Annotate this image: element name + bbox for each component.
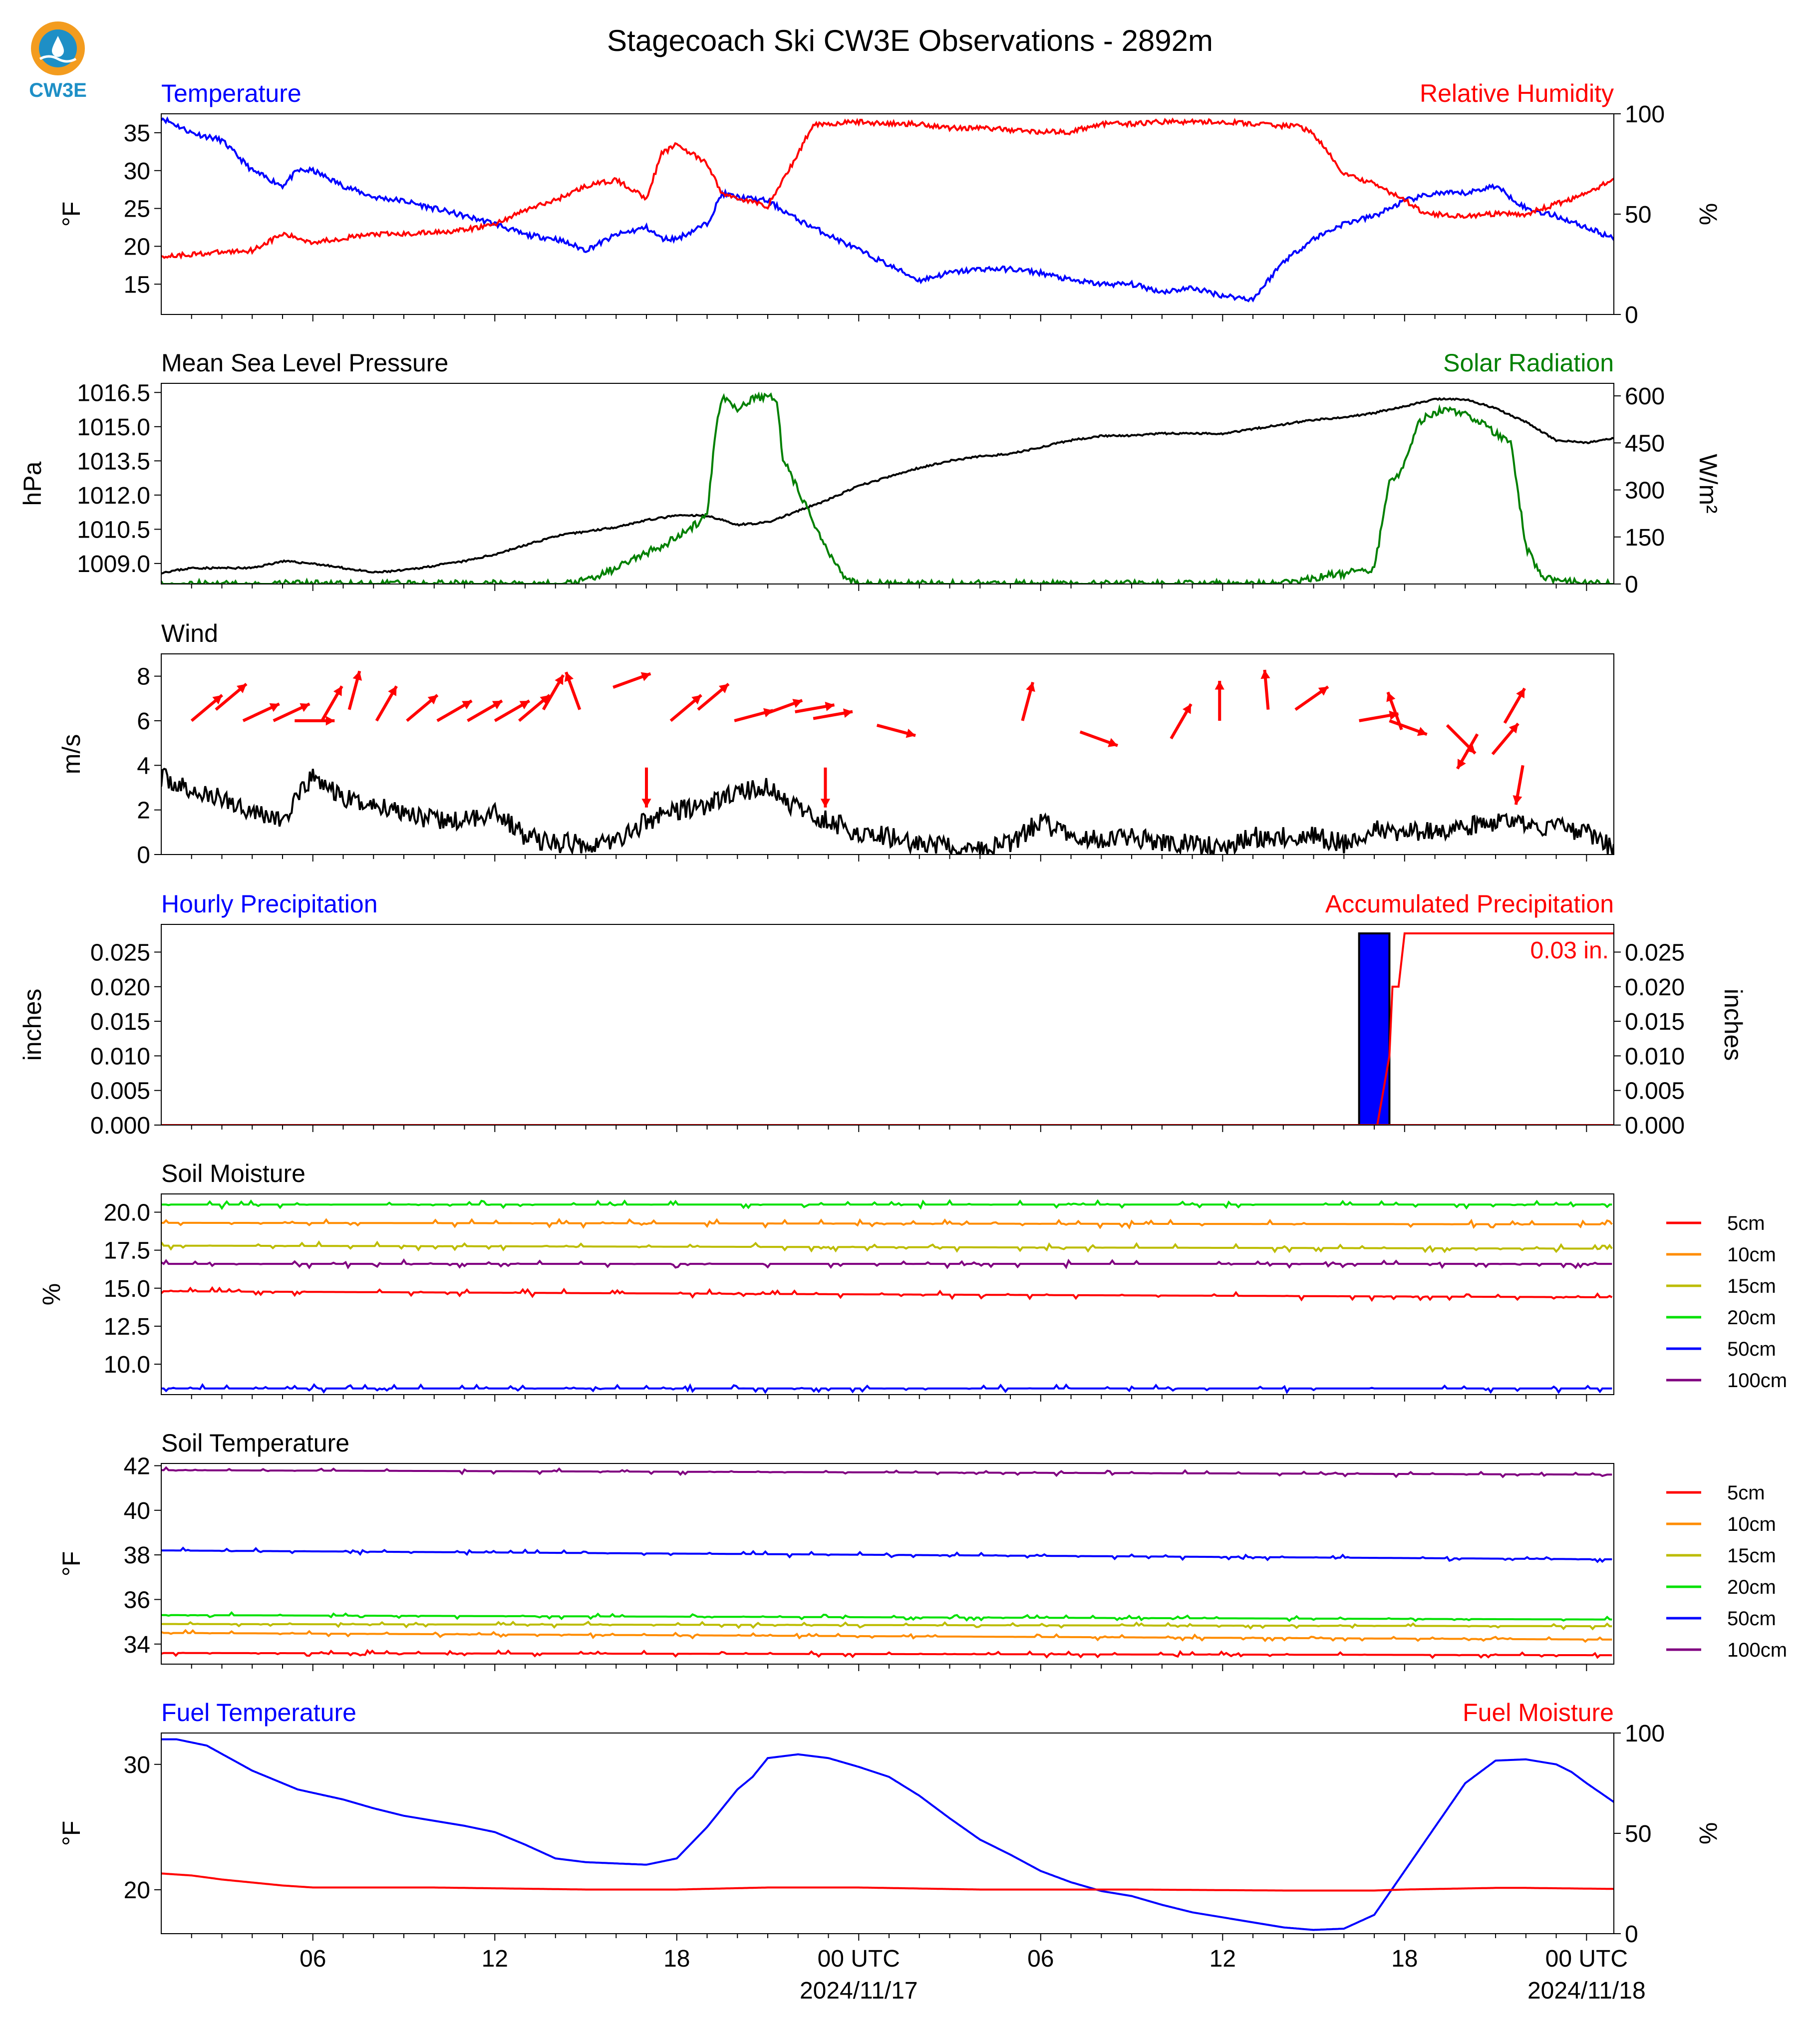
solar-radiation-line bbox=[161, 394, 1614, 584]
y-tick-label: 20 bbox=[123, 234, 150, 261]
y-tick-label-right: 0.015 bbox=[1625, 1009, 1685, 1036]
y-tick-label: 0.005 bbox=[90, 1078, 150, 1105]
y-tick-label-right: 0.020 bbox=[1625, 974, 1685, 1001]
y-axis-label-left: m/s bbox=[57, 734, 85, 775]
pressure-line bbox=[161, 398, 1614, 574]
wind-direction-arrow bbox=[1389, 721, 1427, 736]
y-axis-label-left: °F bbox=[57, 1551, 85, 1577]
y-tick-label: 0.015 bbox=[90, 1009, 150, 1036]
y-axis-label-left: °F bbox=[57, 201, 85, 227]
y-tick-label: 1009.0 bbox=[77, 551, 150, 578]
y-tick-label: 1016.5 bbox=[77, 380, 150, 407]
y-tick-label: 0.010 bbox=[90, 1043, 150, 1070]
soil-series-10cm bbox=[161, 1630, 1612, 1641]
y-tick-label-right: 150 bbox=[1625, 524, 1665, 551]
plot-area bbox=[161, 670, 1614, 855]
panel-title-left: Fuel Temperature bbox=[161, 1699, 356, 1727]
wind-direction-arrow bbox=[1493, 724, 1518, 754]
cw3e-logo bbox=[29, 21, 87, 101]
wind-direction-arrow bbox=[437, 701, 472, 721]
panel-frame bbox=[161, 383, 1614, 584]
y-tick-label: 0 bbox=[137, 842, 150, 869]
x-tick-label: 06 bbox=[300, 1946, 326, 1972]
wind-direction-arrow bbox=[641, 768, 651, 808]
soil-series-100cm bbox=[161, 1467, 1612, 1476]
plot-area bbox=[161, 119, 1614, 301]
y-tick-label: 0.025 bbox=[90, 939, 150, 966]
panel-title-left: Soil Temperature bbox=[161, 1429, 350, 1457]
y-tick-label-right: 450 bbox=[1625, 430, 1665, 457]
y-tick-label: 20 bbox=[123, 1877, 150, 1904]
y-axis-label-right: % bbox=[1694, 203, 1722, 226]
wind-direction-arrow bbox=[1359, 711, 1399, 721]
y-axis-label-right: % bbox=[1694, 1822, 1722, 1845]
legend-label: 20cm bbox=[1727, 1307, 1776, 1329]
soil-series-15cm bbox=[161, 1242, 1612, 1252]
y-axis-label-left: °F bbox=[57, 1820, 85, 1846]
y-tick-label: 42 bbox=[123, 1453, 150, 1480]
wind-direction-arrow bbox=[877, 725, 915, 738]
legend-label: 100cm bbox=[1727, 1370, 1788, 1392]
humidity-line bbox=[161, 119, 1614, 258]
y-tick-label-right: 0.025 bbox=[1625, 939, 1685, 966]
y-axis-label-left: % bbox=[37, 1283, 65, 1306]
y-tick-label-right: 0.000 bbox=[1625, 1113, 1685, 1139]
soil-series-20cm bbox=[161, 1613, 1612, 1621]
y-tick-label: 30 bbox=[123, 158, 150, 185]
legend-label: 5cm bbox=[1727, 1482, 1765, 1504]
y-tick-label-right: 0 bbox=[1625, 1921, 1638, 1948]
wind-direction-arrow bbox=[795, 702, 835, 712]
wind-direction-arrow bbox=[1260, 670, 1270, 710]
y-tick-label: 10.0 bbox=[103, 1352, 150, 1379]
y-axis-label-left: inches bbox=[18, 988, 46, 1061]
panels bbox=[18, 79, 1787, 1948]
legend-label: 50cm bbox=[1727, 1338, 1776, 1360]
x-tick-label: 18 bbox=[663, 1946, 690, 1972]
y-tick-label-right: 0 bbox=[1625, 572, 1638, 598]
soil-series-100cm bbox=[161, 1260, 1612, 1268]
y-axis-label-left: hPa bbox=[18, 461, 46, 506]
wind-direction-arrow bbox=[1447, 725, 1476, 754]
accumulated-precip-annotation: 0.03 in. bbox=[1530, 937, 1609, 964]
y-tick-label: 1013.5 bbox=[77, 448, 150, 475]
panel-3 bbox=[57, 619, 1614, 869]
accumulated-precip-line bbox=[161, 933, 1614, 1125]
panel-title-right: Fuel Moisture bbox=[1463, 1699, 1614, 1727]
legend-label: 10cm bbox=[1727, 1244, 1776, 1266]
y-tick-label: 38 bbox=[123, 1542, 150, 1569]
wind-direction-arrow bbox=[565, 672, 580, 709]
y-tick-label-right: 100 bbox=[1625, 101, 1665, 128]
wind-speed-line bbox=[161, 769, 1614, 855]
legend-label: 15cm bbox=[1727, 1545, 1776, 1567]
y-tick-label: 1010.5 bbox=[77, 517, 150, 544]
wind-direction-arrow bbox=[322, 686, 342, 721]
y-tick-label: 34 bbox=[123, 1631, 150, 1658]
panel-frame bbox=[161, 654, 1614, 855]
x-tick-label: 12 bbox=[1209, 1946, 1236, 1972]
panel-1 bbox=[57, 79, 1722, 328]
x-tick-label: 06 bbox=[1027, 1946, 1054, 1972]
y-tick-label: 1015.0 bbox=[77, 414, 150, 441]
wind-direction-arrow bbox=[813, 708, 853, 718]
panel-frame bbox=[161, 114, 1614, 314]
wind-direction-arrow bbox=[1386, 692, 1401, 730]
panel-title-left: Soil Moisture bbox=[161, 1159, 305, 1187]
wind-direction-arrow bbox=[1080, 732, 1118, 747]
y-tick-label: 12.5 bbox=[103, 1313, 150, 1340]
wind-direction-arrow bbox=[1295, 687, 1328, 710]
wind-direction-arrow bbox=[698, 684, 728, 709]
soil-series-10cm bbox=[161, 1220, 1612, 1228]
x-date-label: 2024/11/18 bbox=[1527, 1978, 1646, 2004]
y-tick-label: 15 bbox=[123, 272, 150, 298]
y-axis-label-right: W/m² bbox=[1694, 454, 1722, 514]
y-tick-label-right: 50 bbox=[1625, 1821, 1652, 1847]
soil-series-50cm bbox=[161, 1548, 1612, 1562]
panel-4 bbox=[18, 890, 1747, 1139]
y-tick-label: 40 bbox=[123, 1497, 150, 1524]
y-tick-label: 15.0 bbox=[103, 1275, 150, 1302]
legend-label: 5cm bbox=[1727, 1212, 1765, 1234]
hourly-precip-bar bbox=[1359, 933, 1390, 1125]
panel-5 bbox=[37, 1159, 1787, 1402]
wind-direction-arrow bbox=[376, 686, 396, 721]
wind-direction-arrow bbox=[671, 695, 701, 721]
y-tick-label-right: 100 bbox=[1625, 1721, 1665, 1747]
panel-7 bbox=[57, 1699, 1722, 1948]
wind-direction-arrow bbox=[1171, 704, 1191, 738]
y-tick-label: 1012.0 bbox=[77, 482, 150, 509]
y-tick-label: 2 bbox=[137, 797, 150, 824]
wind-direction-arrow bbox=[1022, 682, 1035, 721]
y-tick-label-right: 0 bbox=[1625, 302, 1638, 328]
y-tick-label-right: 0.005 bbox=[1625, 1078, 1685, 1105]
wind-direction-arrow bbox=[1513, 765, 1522, 805]
wind-direction-arrow bbox=[1215, 681, 1224, 721]
logo-text: CW3E bbox=[29, 79, 87, 101]
y-tick-label: 6 bbox=[137, 708, 150, 735]
y-tick-label: 30 bbox=[123, 1751, 150, 1778]
legend-label: 50cm bbox=[1727, 1608, 1776, 1630]
wind-direction-arrow bbox=[821, 768, 830, 808]
panel-title-left: Temperature bbox=[161, 79, 302, 107]
wind-direction-arrow bbox=[468, 701, 502, 721]
panel-title-right: Solar Radiation bbox=[1443, 349, 1614, 377]
panel-2 bbox=[18, 349, 1722, 598]
legend-label: 100cm bbox=[1727, 1639, 1788, 1661]
y-tick-label: 17.5 bbox=[103, 1237, 150, 1264]
panel-title-left: Mean Sea Level Pressure bbox=[161, 349, 449, 377]
legend bbox=[1666, 1482, 1787, 1661]
plot-area bbox=[161, 1467, 1612, 1658]
y-tick-label: 25 bbox=[123, 196, 150, 223]
figure-title: Stagecoach Ski CW3E Observations - 2892m bbox=[607, 24, 1213, 57]
panel-title-left: Hourly Precipitation bbox=[161, 890, 378, 918]
legend-label: 15cm bbox=[1727, 1275, 1776, 1297]
legend bbox=[1666, 1212, 1787, 1392]
wind-direction-arrow bbox=[349, 671, 362, 709]
y-tick-label-right: 0.010 bbox=[1625, 1043, 1685, 1070]
y-tick-label-right: 50 bbox=[1625, 202, 1652, 228]
y-tick-label: 35 bbox=[123, 120, 150, 147]
panel-frame bbox=[161, 924, 1614, 1125]
panel-title-right: Relative Humidity bbox=[1419, 79, 1614, 107]
fuel-temperature-line bbox=[161, 1739, 1614, 1930]
wind-direction-arrow bbox=[543, 675, 563, 709]
plot-area bbox=[161, 1201, 1612, 1393]
panel-6 bbox=[57, 1429, 1787, 1671]
soil-series-15cm bbox=[161, 1622, 1612, 1629]
x-tick-label: 18 bbox=[1391, 1946, 1418, 1972]
y-axis-label-right: inches bbox=[1719, 988, 1747, 1061]
panel-frame bbox=[161, 1733, 1614, 1934]
x-tick-label: 00 UTC bbox=[1545, 1946, 1628, 1972]
x-tick-label: 12 bbox=[481, 1946, 508, 1972]
soil-series-20cm bbox=[161, 1201, 1612, 1208]
y-tick-label-right: 300 bbox=[1625, 477, 1665, 504]
wind-direction-arrow bbox=[613, 672, 650, 687]
soil-series-5cm bbox=[161, 1288, 1612, 1300]
plot-area bbox=[161, 394, 1614, 584]
plot-area bbox=[161, 933, 1614, 1125]
y-tick-label: 0.020 bbox=[90, 974, 150, 1001]
legend-label: 10cm bbox=[1727, 1513, 1776, 1535]
y-tick-label: 20.0 bbox=[103, 1199, 150, 1226]
panel-title-right: Accumulated Precipitation bbox=[1325, 890, 1614, 918]
soil-series-5cm bbox=[161, 1651, 1612, 1658]
plot-area bbox=[161, 1739, 1614, 1930]
wind-direction-arrow bbox=[407, 695, 437, 721]
temperature-line bbox=[161, 119, 1614, 301]
wind-direction-arrow bbox=[295, 716, 334, 725]
panel-title-left: Wind bbox=[161, 619, 218, 647]
y-tick-label-right: 600 bbox=[1625, 383, 1665, 410]
x-axis bbox=[300, 1946, 1646, 2004]
wind-direction-arrow bbox=[1505, 688, 1524, 723]
wind-direction-arrow bbox=[243, 703, 280, 721]
y-tick-label: 0.000 bbox=[90, 1113, 150, 1139]
y-tick-label: 4 bbox=[137, 753, 150, 780]
legend-label: 20cm bbox=[1727, 1576, 1776, 1598]
x-date-label: 2024/11/17 bbox=[799, 1978, 918, 2004]
wind-direction-arrow bbox=[274, 703, 310, 721]
soil-series-50cm bbox=[161, 1385, 1612, 1392]
x-tick-label: 00 UTC bbox=[817, 1946, 900, 1972]
y-tick-label: 8 bbox=[137, 663, 150, 690]
y-tick-label: 36 bbox=[123, 1587, 150, 1614]
